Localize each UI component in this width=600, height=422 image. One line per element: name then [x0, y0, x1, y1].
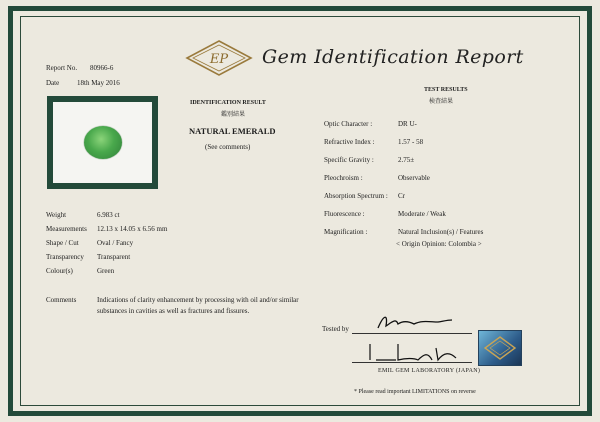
gem-photo	[47, 96, 158, 189]
test-results-heading: TEST RESULTS	[424, 87, 468, 93]
identification-heading: IDENTIFICATION RESULT	[190, 100, 266, 106]
signature-1-icon	[374, 312, 454, 334]
test-label-fluorescence: Fluorescence :	[324, 210, 365, 218]
identification-heading-jp: 鑑別結果	[221, 112, 246, 118]
diamond-logo-icon	[185, 39, 253, 77]
diamond-seal-icon	[479, 331, 521, 365]
detail-value-colour: Green	[97, 267, 115, 275]
test-label-pleochroism: Pleochroism :	[324, 174, 363, 182]
test-label-sg: Specific Gravity :	[324, 156, 374, 164]
detail-value-transparency: Transparent	[97, 253, 131, 261]
test-label-magnification: Magnification :	[324, 228, 368, 236]
tested-by-label: Tested by	[322, 325, 349, 333]
test-value-sg: 2.75±	[398, 156, 415, 164]
origin-opinion: < Origin Opinion: Colombia >	[396, 240, 482, 248]
test-value-pleochroism: Observable	[398, 174, 430, 182]
comments-line-2: substances in cavities as well as fractures and fissures.	[97, 307, 250, 315]
detail-label-weight: Weight	[46, 211, 67, 219]
report-no: 80966-6	[90, 64, 114, 72]
detail-label-transparency: Transparency	[46, 253, 84, 261]
report-title: Gem Identification Report	[262, 46, 524, 68]
comments-line-1: Indications of clarity enhancement by processing with oil and/or similar	[97, 296, 299, 304]
hologram-seal	[478, 330, 522, 366]
detail-value-shape: Oval / Fancy	[97, 239, 134, 247]
logo-text: EP	[209, 52, 229, 67]
detail-value-measurements: 12.13 x 14.05 x 6.56 mm	[97, 225, 168, 233]
identification-result: NATURAL EMERALD	[189, 126, 276, 136]
test-value-fluorescence: Moderate / Weak	[398, 210, 446, 218]
signature-2-icon	[366, 340, 470, 364]
detail-value-weight: 6.983 ct	[97, 211, 120, 219]
footer-note: * Please read important LIMITATIONS on reverse	[354, 389, 476, 395]
test-value-optic: DR U-	[398, 120, 417, 128]
report-no-label: Report No.	[46, 64, 78, 72]
detail-label-measurements: Measurements	[46, 225, 87, 233]
lab-name: EMIL GEM LABORATORY (JAPAN)	[378, 368, 481, 374]
test-value-ri: 1.57 - 58	[398, 138, 424, 146]
date-value: 18th May 2016	[77, 79, 120, 87]
test-value-absorption: Cr	[398, 192, 405, 200]
test-label-ri: Refractive Index :	[324, 138, 375, 146]
test-label-absorption: Absorption Spectrum :	[324, 192, 388, 200]
test-label-optic: Optic Character :	[324, 120, 373, 128]
test-results-heading-jp: 検査結果	[429, 99, 454, 105]
emerald-image	[84, 126, 122, 159]
test-value-magnification: Natural Inclusion(s) / Features	[398, 228, 484, 236]
identification-note: (See comments)	[205, 143, 251, 151]
detail-label-colour: Colour(s)	[46, 267, 73, 275]
date-label: Date	[46, 79, 60, 87]
detail-label-shape: Shape / Cut	[46, 239, 79, 247]
comments-label: Comments	[46, 296, 77, 304]
